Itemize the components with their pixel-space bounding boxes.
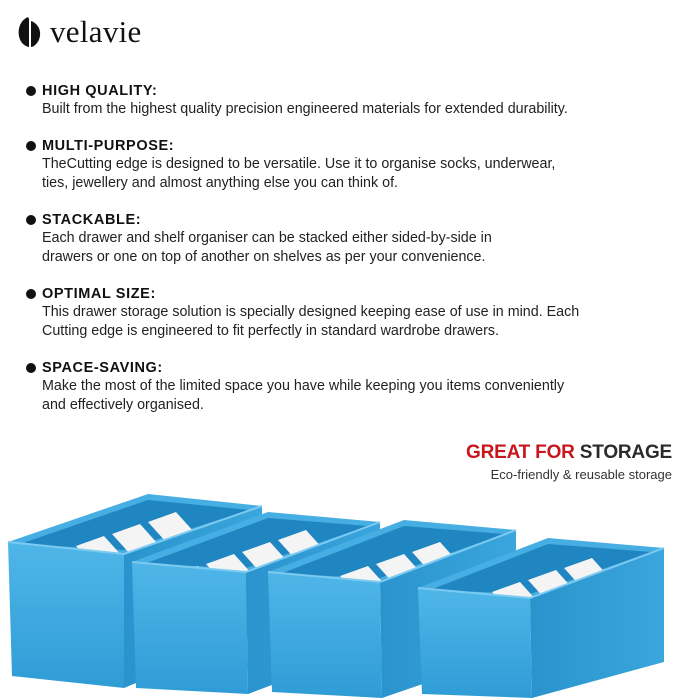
feature-title: SPACE-SAVING: bbox=[42, 360, 163, 376]
feature-item bbox=[24, 211, 674, 267]
feature-item bbox=[24, 359, 674, 415]
promo-heading bbox=[466, 441, 672, 465]
feature-title: MULTI-PURPOSE: bbox=[42, 138, 175, 154]
feature-description: Built from the highest quality precision engineered materials for extended durability. bbox=[42, 101, 568, 117]
promo-block bbox=[466, 441, 672, 484]
promo-heading-rest: STORAGE bbox=[579, 442, 672, 463]
brand-leaf-icon bbox=[16, 15, 44, 49]
feature-item bbox=[24, 137, 674, 193]
product-image bbox=[0, 480, 700, 700]
promo-heading-accent: GREAT FOR bbox=[466, 442, 575, 463]
feature-list bbox=[24, 82, 674, 433]
feature-title: HIGH QUALITY: bbox=[42, 83, 158, 99]
bullet-icon bbox=[26, 289, 36, 299]
bullet-icon bbox=[26, 86, 36, 96]
feature-description: TheCutting edge is designed to be versatile. Use it to organise socks, underwear, ties, jewellery and almost anything else you can think of. bbox=[42, 156, 556, 191]
feature-description: Make the most of the limited space you have while keeping you items conveniently and effectively organised. bbox=[42, 378, 565, 413]
bullet-icon bbox=[26, 215, 36, 225]
bullet-icon bbox=[26, 363, 36, 373]
feature-description: Each drawer and shelf organiser can be stacked either sided-by-side in drawers or one on top of another on shelves as per your convenience. bbox=[42, 230, 492, 265]
feature-item bbox=[24, 285, 674, 341]
feature-title: STACKABLE: bbox=[42, 212, 142, 228]
brand-name: velavie bbox=[50, 14, 142, 49]
bullet-icon bbox=[26, 141, 36, 151]
feature-item bbox=[24, 82, 674, 119]
feature-title: OPTIMAL SIZE: bbox=[42, 286, 156, 302]
promo-subtitle: Eco-friendly & reusable storage bbox=[490, 467, 672, 482]
brand-logo bbox=[16, 14, 142, 50]
feature-description: This drawer storage solution is specially designed keeping ease of use in mind. Each Cutting edge is engineered to fit perfectly in standard wardrobe drawers. bbox=[42, 304, 580, 339]
